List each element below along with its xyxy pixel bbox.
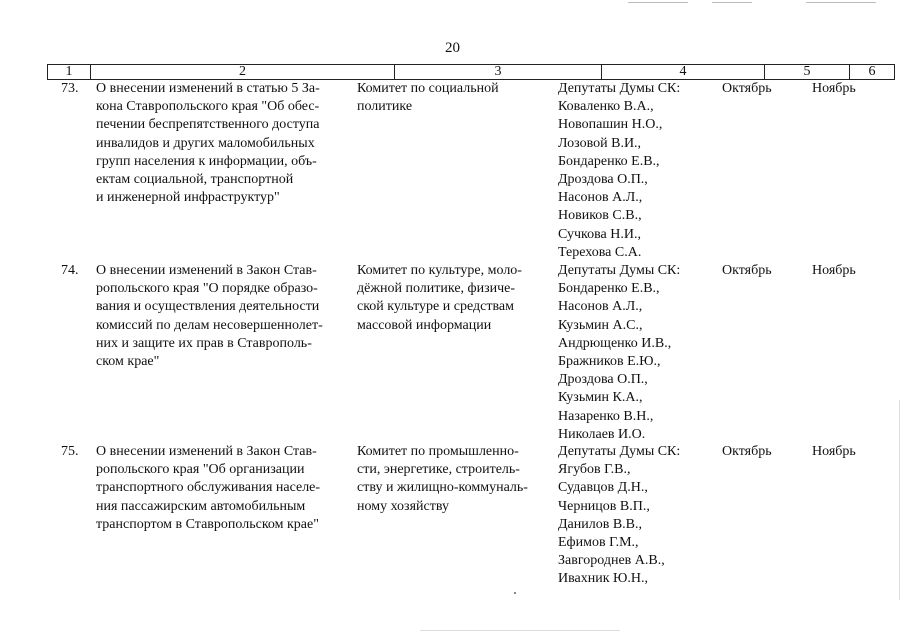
text-line: О внесении изменений в статью 5 За-	[96, 81, 320, 96]
review-month: Ноябрь	[812, 444, 856, 459]
text-line: ском крае"	[96, 354, 160, 370]
row-number: 74.	[61, 263, 79, 278]
text-line: Ивахник Ю.Н.,	[558, 571, 649, 587]
text-line: Ефимов Г.М.,	[558, 535, 639, 551]
scan-artifact	[899, 400, 900, 600]
text-line: Данилов В.В.,	[558, 516, 643, 532]
text-line: Ягубов Г.В.,	[558, 462, 631, 478]
row-number: 73.	[61, 81, 79, 96]
text-line: Завгороднев А.В.,	[558, 553, 665, 569]
text-line: Бондаренко Е.В.,	[558, 153, 660, 169]
initiators-list	[558, 443, 680, 589]
text-line: ектам социальной, транспортной	[96, 172, 294, 188]
table-header	[47, 64, 895, 80]
text-line: Новопашин Н.О.,	[558, 117, 663, 133]
text-line: ству и жилищно-коммуналь-	[357, 480, 528, 496]
text-line: массовой информации	[357, 317, 492, 333]
column-header-5: 5	[765, 65, 850, 79]
text-line: них и защите их прав в Ставрополь-	[96, 335, 312, 351]
text-line: Новиков С.В.,	[558, 208, 642, 224]
text-line: комиссий по делам несовершеннолет-	[96, 317, 323, 333]
text-line: Депутаты Думы СК:	[558, 263, 681, 278]
text-line: кона Ставропольского края "Об обес-	[96, 99, 320, 115]
page-number: 20	[445, 40, 460, 56]
text-line: Терехова С.А.	[558, 244, 642, 260]
text-line: Комитет по культуре, моло-	[357, 263, 522, 278]
column-header-6: 6	[868, 64, 876, 79]
text-line: транспортом в Ставропольском крае"	[96, 516, 319, 532]
text-line: дёжной политике, физиче-	[357, 281, 516, 297]
text-line: инвалидов и других маломобильных	[96, 135, 315, 151]
submission-month: Октябрь	[722, 81, 772, 96]
column-header-3: 3	[395, 65, 602, 79]
text-line: транспортного обслуживания населе-	[96, 480, 321, 496]
text-line: Комитет по социальной	[357, 81, 499, 96]
column-header-2: 2	[91, 65, 395, 79]
text-line: Лозовой В.И.,	[558, 135, 642, 151]
review-month: Ноябрь	[812, 81, 856, 96]
text-line: Насонов А.Л.,	[558, 299, 643, 315]
text-line: Назаренко В.Н.,	[558, 408, 654, 424]
text-line: О внесении изменений в Закон Став-	[96, 263, 317, 278]
text-line: Николаев И.О.	[558, 426, 646, 442]
text-line: Бондаренко Е.В.,	[558, 281, 660, 297]
text-line: групп населения к информации, объ-	[96, 153, 317, 169]
text-line: О внесении изменений в Закон Став-	[96, 444, 317, 459]
initiators-list	[558, 262, 680, 444]
text-line: Андрющенко И.В.,	[558, 335, 672, 351]
submission-month: Октябрь	[722, 444, 772, 459]
text-line: Дроздова О.П.,	[558, 372, 648, 388]
responsible-committee	[357, 80, 499, 116]
review-month: Ноябрь	[812, 263, 856, 278]
text-line: ропольского края "Об организации	[96, 462, 305, 478]
text-line: Дроздова О.П.,	[558, 172, 648, 188]
text-line: ному хозяйству	[357, 498, 449, 514]
text-line: Комитет по промышленно-	[357, 444, 519, 459]
text-line: Судавцов Д.Н.,	[558, 480, 648, 496]
responsible-committee	[357, 443, 528, 516]
text-line: ской культуре и средствам	[357, 299, 514, 315]
text-line: и инженерной инфраструктур"	[96, 190, 280, 206]
text-line: Сучкова Н.И.,	[558, 226, 641, 242]
text-line: вания и осуществления деятельности	[96, 299, 320, 315]
text-line: Депутаты Думы СК:	[558, 444, 681, 459]
initiators-list	[558, 80, 680, 262]
scan-artifact	[514, 592, 516, 594]
column-header-4: 4	[602, 65, 765, 79]
text-line: Черницов В.П.,	[558, 498, 650, 514]
text-line: Кузьмин А.С.,	[558, 317, 643, 333]
column-header-1: 1	[48, 65, 91, 79]
text-line: Депутаты Думы СК:	[558, 81, 681, 96]
scan-artifact	[628, 2, 688, 3]
text-line: ропольского края "О порядке образо-	[96, 281, 318, 297]
text-line: ния пассажирским автомобильным	[96, 498, 306, 514]
responsible-committee	[357, 262, 522, 335]
scan-artifact	[712, 2, 752, 3]
submission-month: Октябрь	[722, 263, 772, 278]
text-line: Бражников Е.Ю.,	[558, 354, 661, 370]
bill-title	[96, 443, 320, 534]
scan-artifact	[806, 2, 876, 3]
text-line: Коваленко В.А.,	[558, 99, 654, 115]
bill-title	[96, 80, 320, 207]
text-line: политике	[357, 99, 413, 115]
scan-artifact	[420, 630, 620, 631]
text-line: сти, энергетике, строитель-	[357, 462, 520, 478]
text-line: Насонов А.Л.,	[558, 190, 643, 206]
text-line: Кузьмин К.А.,	[558, 390, 643, 406]
row-number: 75.	[61, 444, 79, 459]
bill-title	[96, 262, 323, 371]
text-line: печении беспрепятственного доступа	[96, 117, 320, 133]
